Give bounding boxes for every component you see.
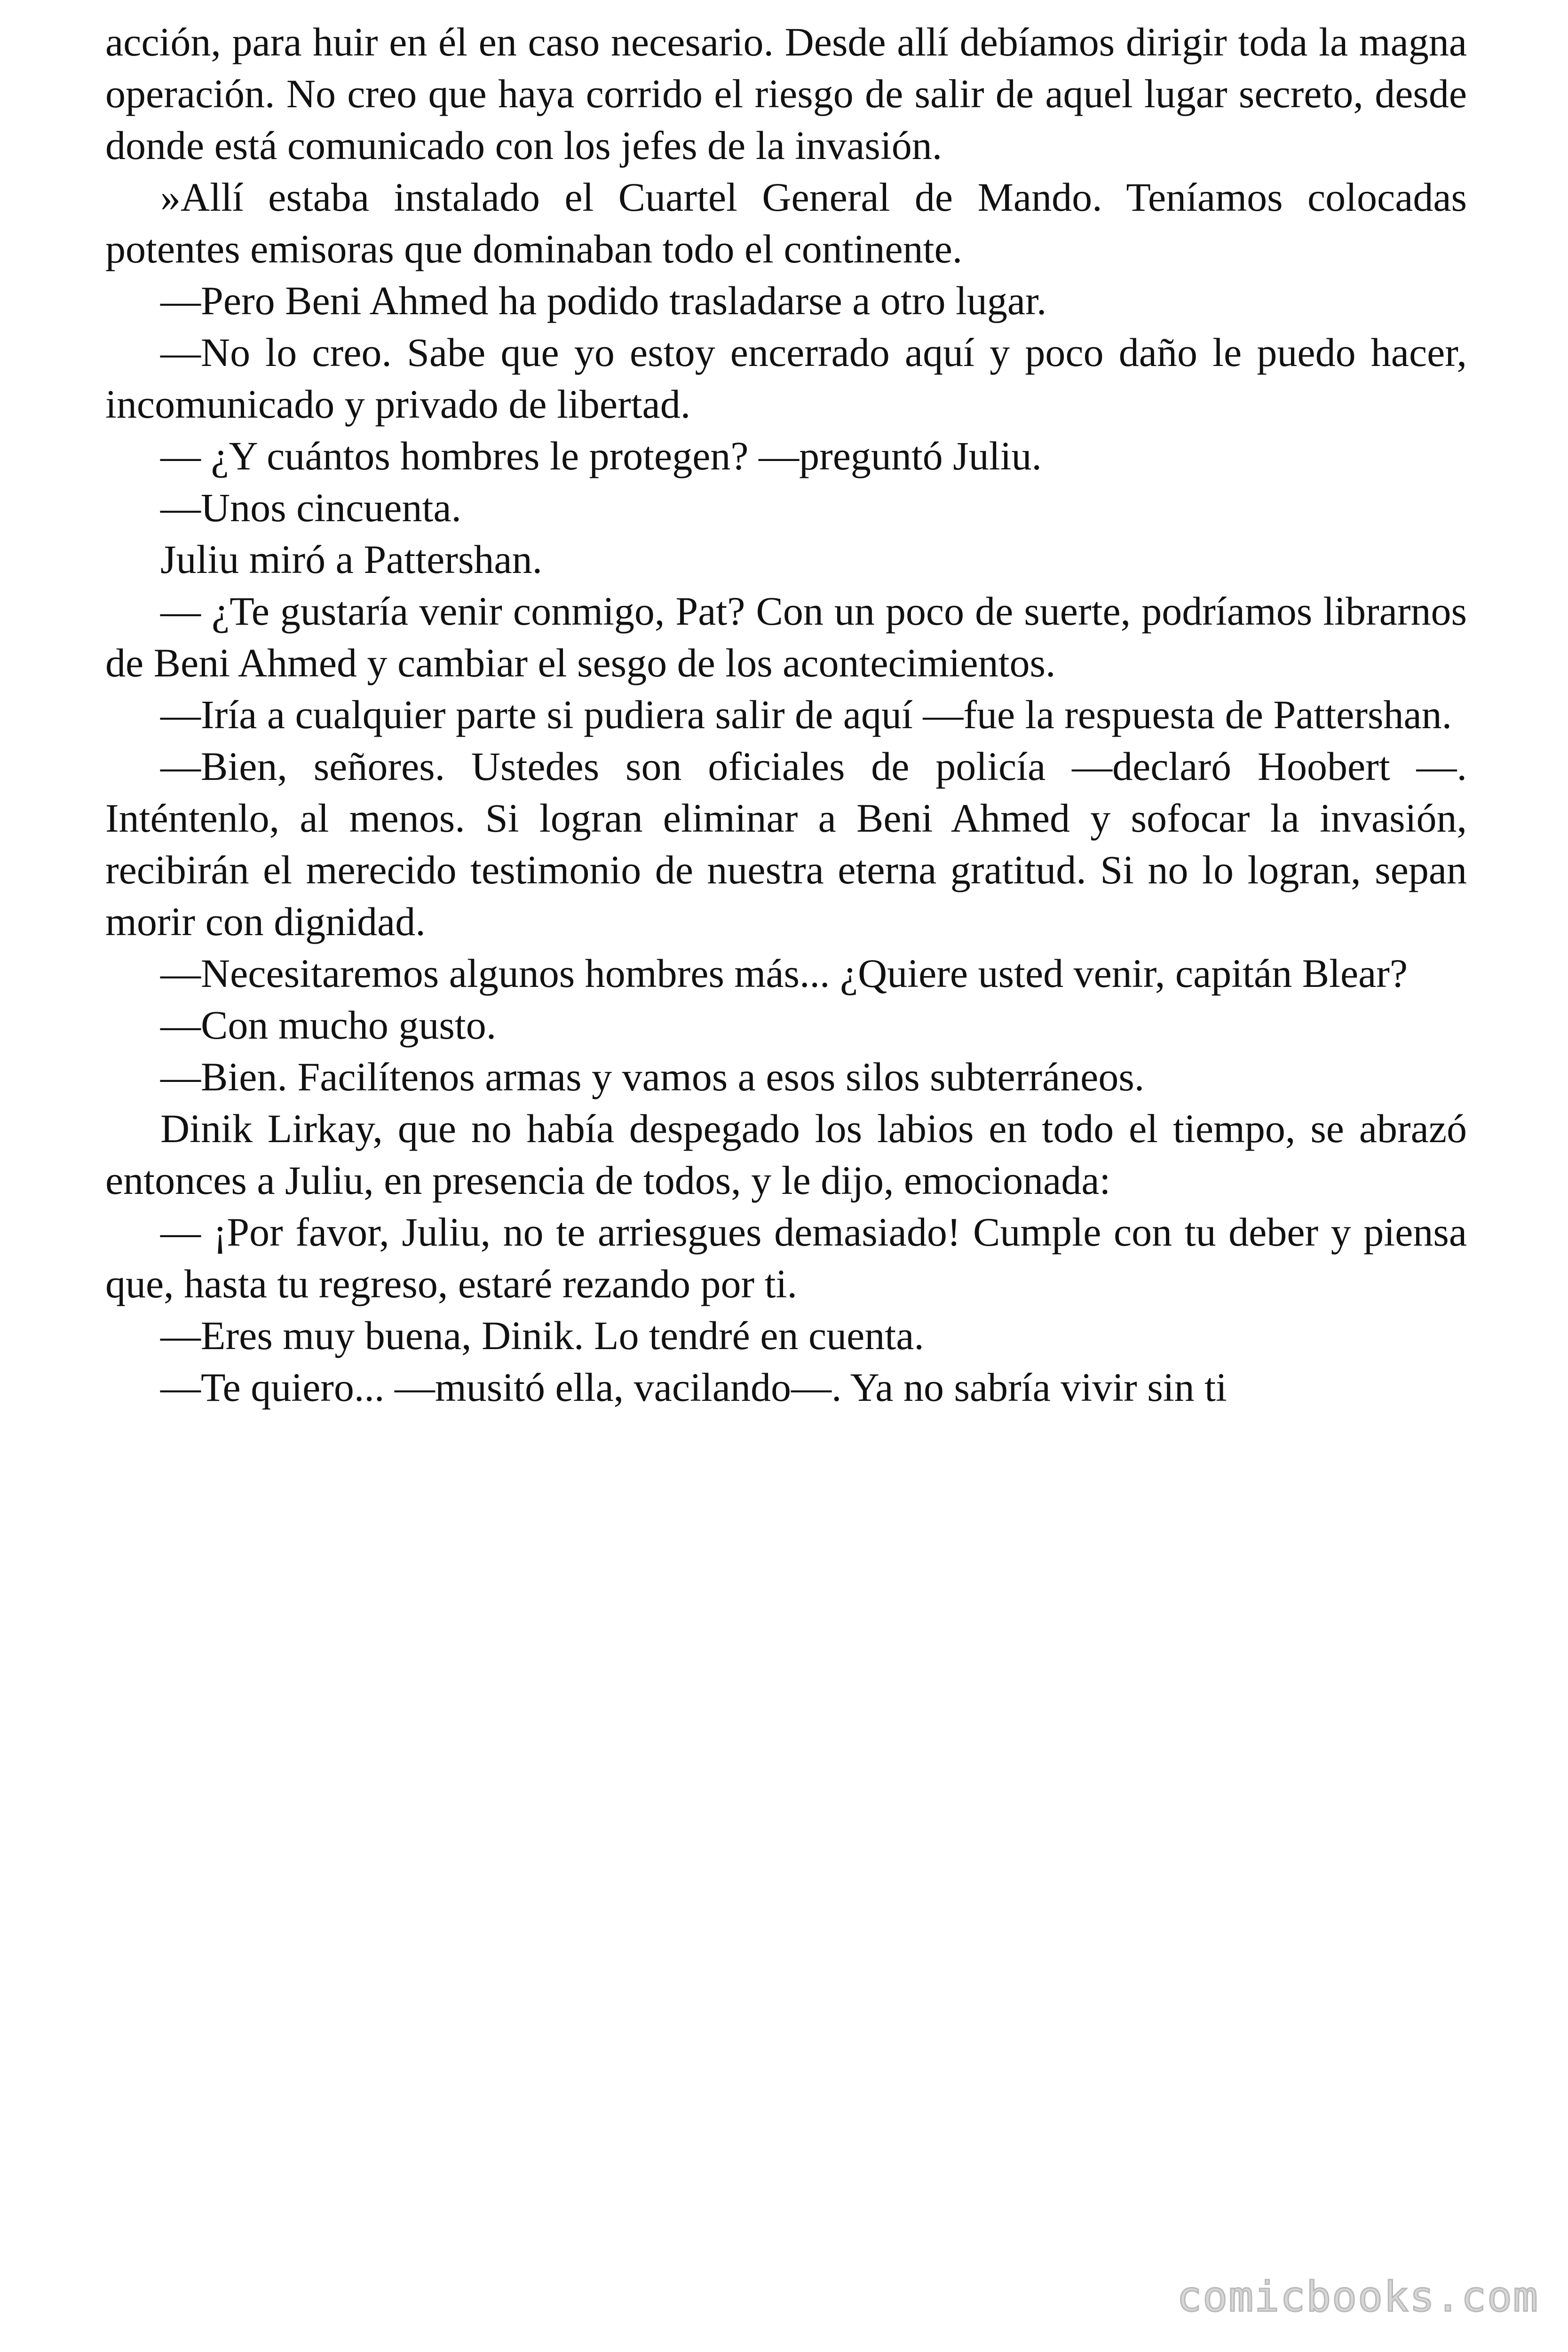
dialogue-line: — ¿Te gustaría venir conmigo, Pat? Con un poco de suerte, podríamos librarnos de Beni Ahmed y cambiar el sesgo de los acontecimientos. — [105, 588, 1467, 685]
paragraph: acción, para huir en él en caso necesario. Desde allí debíamos dirigir toda la magna operación. No creo que haya corrido el riesgo de salir de aquel lugar secreto, desde donde está comunicado con los jefes de la invasión. — [105, 19, 1467, 168]
dialogue-line: —Necesitaremos algunos hombres más... ¿Quiere usted venir, capitán Blear? — [160, 951, 1408, 996]
dialogue-line: —Te quiero... —musitó ella, vacilando—. Ya no sabría vivir sin ti — [160, 1365, 1227, 1410]
dialogue-line: —Pero Beni Ahmed ha podido trasladarse a otro lugar. — [160, 278, 1047, 323]
watermark-text: comicbooks.com — [1177, 2273, 1539, 2321]
dialogue-line: — ¿Y cuántos hombres le protegen? —preguntó Juliu. — [160, 433, 1042, 478]
dialogue-line: —No lo creo. Sabe que yo estoy encerrado aquí y poco daño le puedo hacer, incomunicado y privado de libertad. — [105, 330, 1467, 427]
dialogue-line: —Iría a cualquier parte si pudiera salir de aquí —fue la respuesta de Pattershan. — [160, 692, 1452, 737]
dialogue-line: —Bien, señores. Ustedes son oficiales de policía —declaró Hoobert —. Inténtenlo, al menos. Si logran eliminar a Beni Ahmed y sofocar la invasión, recibirán el merecido testimonio de nuestra eterna gratitud. Si no lo logran, sepan morir con dignidad. — [105, 744, 1467, 944]
paragraph: »Allí estaba instalado el Cuartel General de Mando. Teníamos colocadas potentes emisoras que dominaban todo el continente. — [105, 175, 1467, 271]
paragraph: Juliu miró a Pattershan. — [160, 537, 543, 582]
body-text — [105, 16, 1467, 1413]
dialogue-line: —Eres muy buena, Dinik. Lo tendré en cuenta. — [160, 1313, 924, 1358]
dialogue-line: —Con mucho gusto. — [160, 1002, 497, 1048]
dialogue-line: — ¡Por favor, Juliu, no te arriesgues demasiado! Cumple con tu deber y piensa que, hasta tu regreso, estaré rezando por ti. — [105, 1209, 1467, 1306]
dialogue-line: —Bien. Facilítenos armas y vamos a esos silos subterráneos. — [160, 1054, 1145, 1099]
paragraph: Dinik Lirkay, que no había despegado los labios en todo el tiempo, se abrazó entonces a Juliu, en presencia de todos, y le dijo, emocionada: — [105, 1106, 1467, 1203]
dialogue-line: —Unos cincuenta. — [160, 485, 462, 530]
